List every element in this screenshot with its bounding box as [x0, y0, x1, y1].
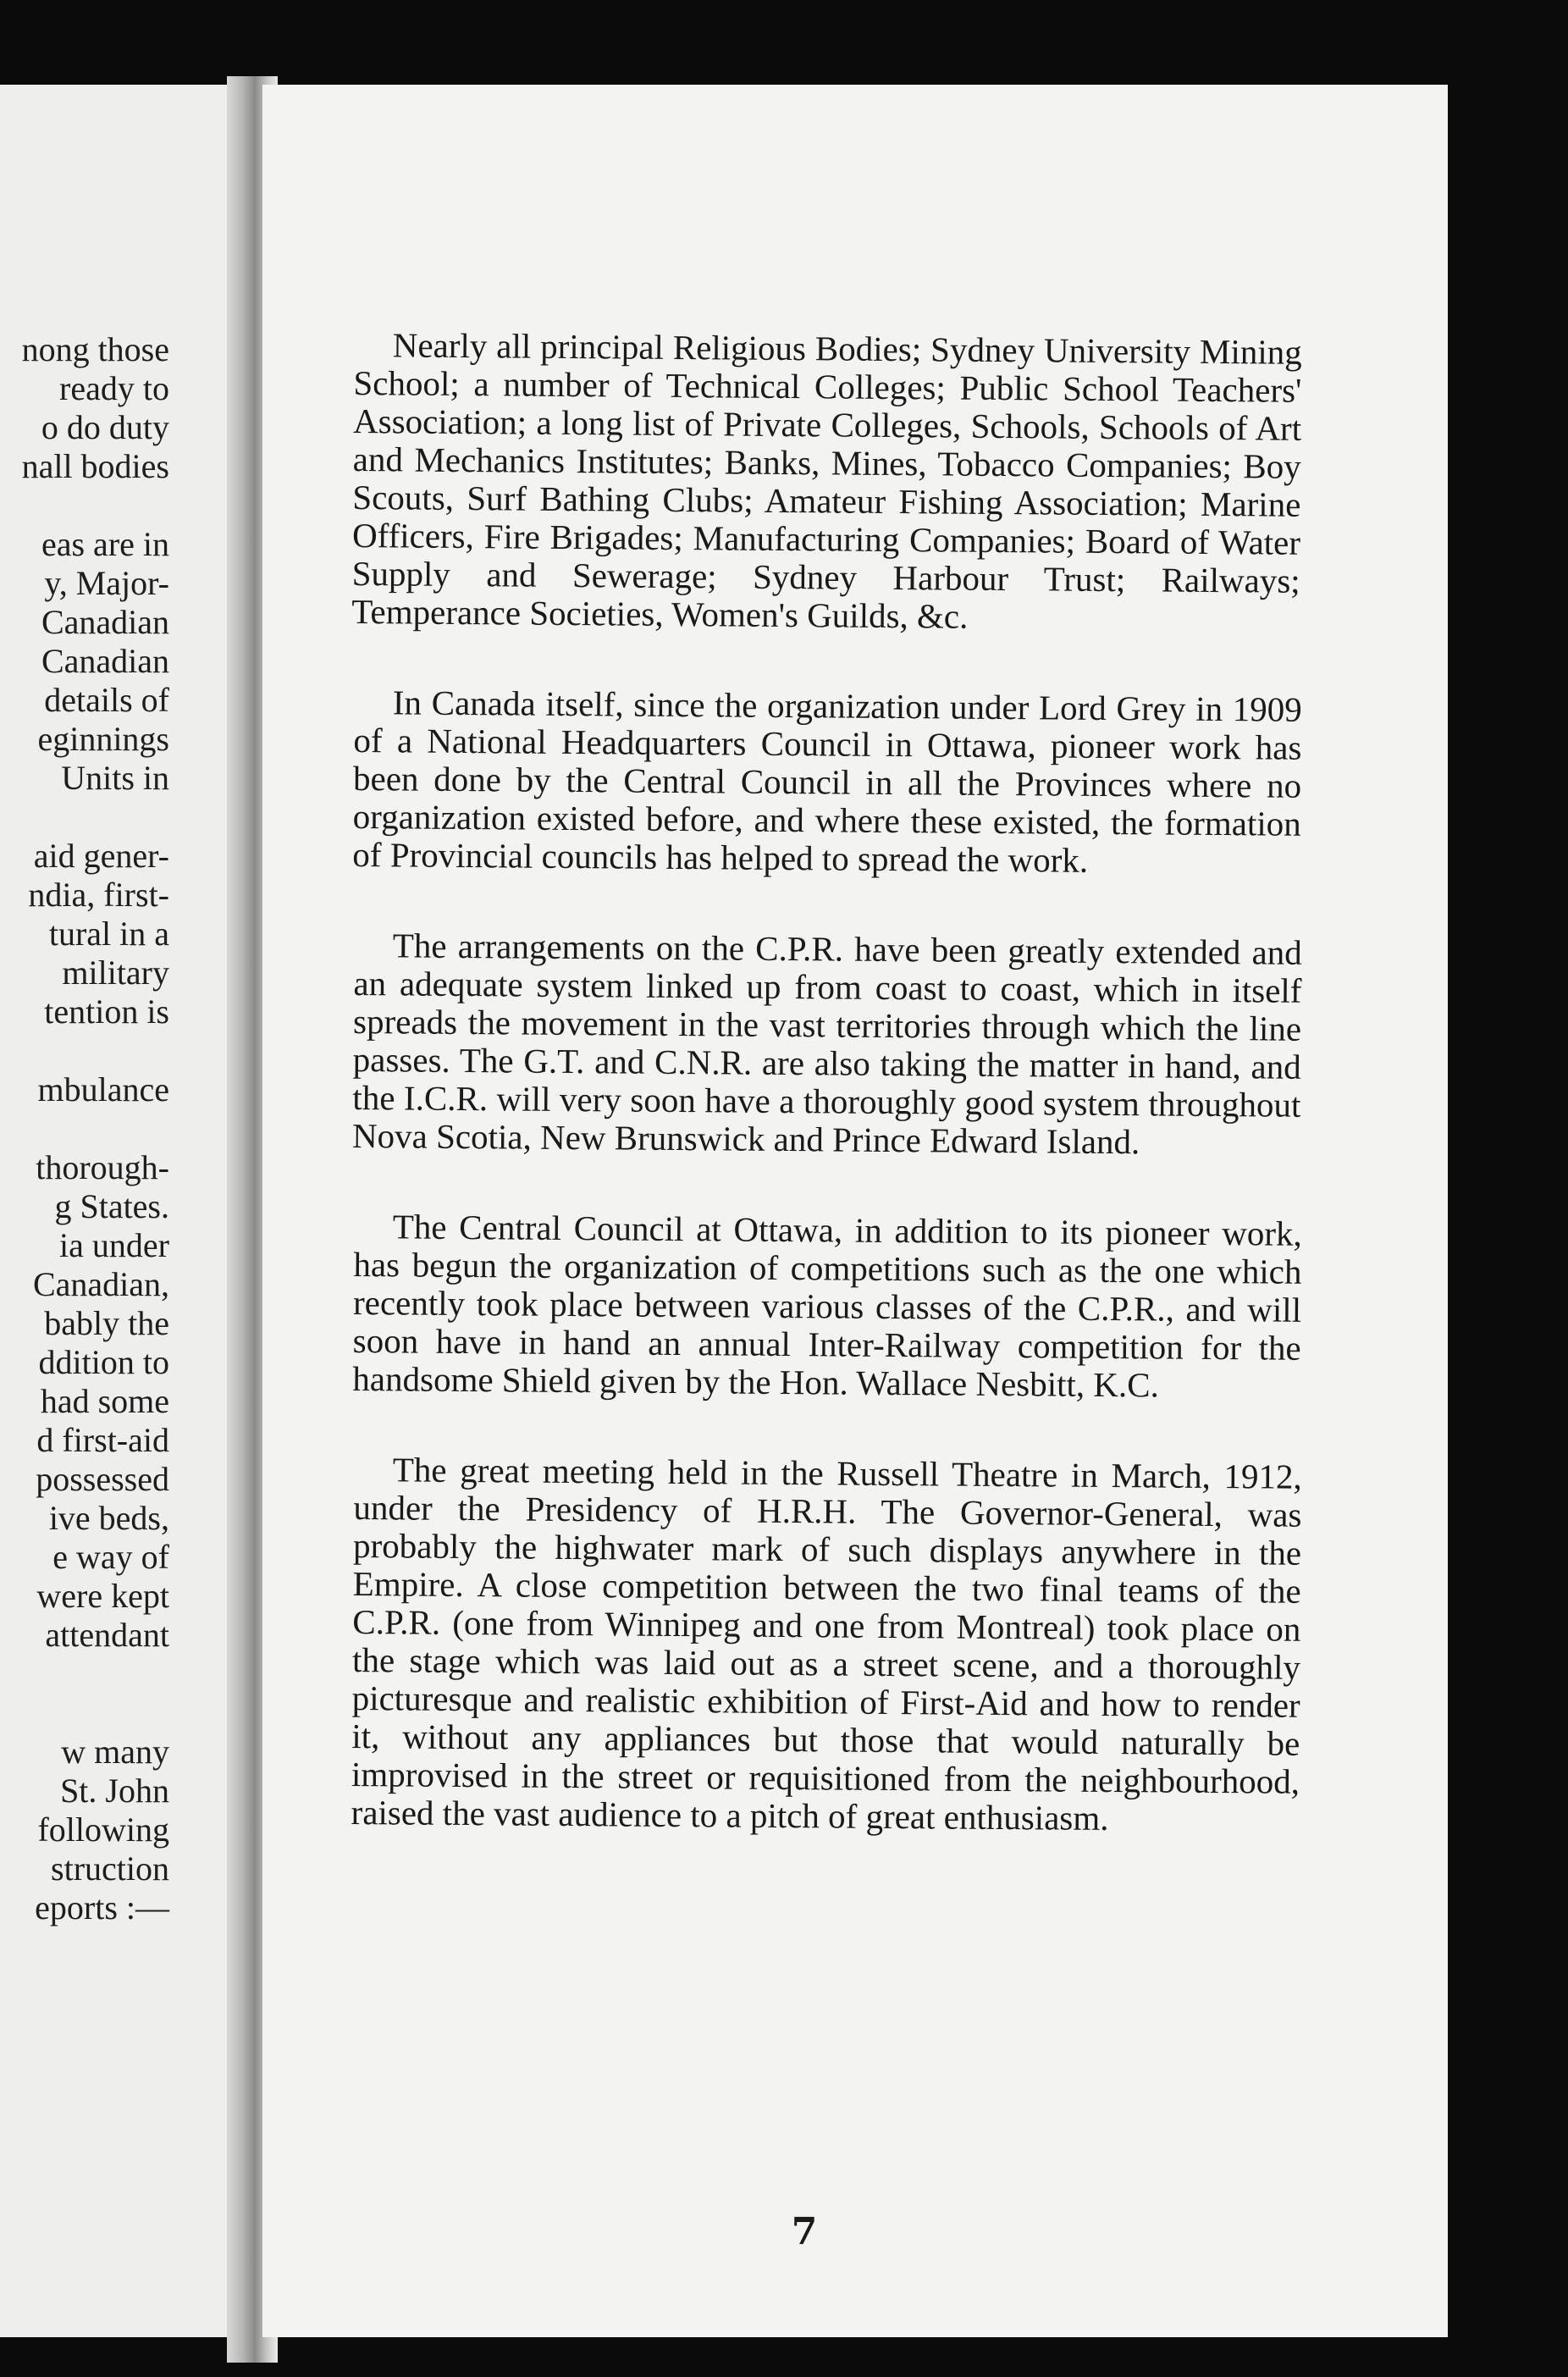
page-number: 7: [791, 2210, 818, 2253]
left-page-line: eports :—: [35, 1888, 169, 1926]
left-page-line: eginnings: [37, 720, 169, 758]
paragraph-religious-bodies: Nearly all principal Religious Bodies; Sydney University Mining School; a number of Technical Colleges; Public School Teachers' Association; a long list of Private Colleges, Schools, Schools of Art and Mechanics Institutes; Banks, Mines, Tobacco Companies; Boy Scouts, Surf Bathing Clubs; Amateur Fishing Association; Marine Officers, Fire Brigades; Manufacturing Companies; Board of Water Supply and Sewerage; Sydney Harbour Trust; Railways; Temperance Societies, Women's Guilds, &c.: [351, 325, 1302, 636]
left-page-line: ive beds,: [48, 1499, 169, 1537]
left-page-line: tural in a: [48, 915, 169, 953]
left-page-line: mbulance: [37, 1070, 169, 1108]
paragraph-canada-council: In Canada itself, since the organization under Lord Grey in 1909 of a National Headquarters Council in Ottawa, pioneer work has been done by the Central Council in all the Provinces where no organization existed before, and where these existed, the formation of Provincial councils has helped to spread the work.: [352, 683, 1302, 880]
left-page-line: tention is: [44, 992, 169, 1031]
left-page-line: nong those: [21, 330, 169, 368]
left-page-line: bably the: [44, 1304, 169, 1342]
left-page-line: possessed: [36, 1460, 169, 1498]
left-page-line: were kept: [36, 1577, 169, 1615]
left-page-line: thorough-: [36, 1148, 169, 1186]
left-page-line: Canadian,: [32, 1265, 169, 1303]
left-page-line: details of: [44, 681, 169, 719]
left-page-line: Units in: [61, 759, 169, 797]
left-page-line: struction: [51, 1849, 169, 1888]
left-page-line: nall bodies: [21, 447, 169, 485]
left-page-line: attendant: [45, 1616, 169, 1654]
left-page-line: e way of: [52, 1538, 169, 1576]
left-page-line: o do duty: [41, 408, 169, 446]
paragraph-russell-theatre-meeting: The great meeting held in the Russell Theatre in March, 1912, under the Presidency of H.R.H. The Governor-General, was probably the highwater mark of such displays anywhere in the Empire. A close competition between the two final teams of the C.P.R. (one from Winnipeg and one from Montreal) took place on the stage which was laid out as a street scene, and a thoroughly picturesque and realistic exhibition of First-Aid and how to render it, without any appliances but those that would naturally be improvised in the street or requisitioned from the neighbourhood, raised the vast audience to a pitch of great enthusiasm.: [351, 1450, 1302, 1838]
left-page-line: g States.: [54, 1187, 169, 1225]
paragraph-ottawa-competitions: The Central Council at Ottawa, in addition to its pioneer work, has begun the organization of competitions such as the one which recently took place between various classes of the C.P.R., and will soon have in hand an annual Inter-Railway competition for the handsome Shield given by the Hon. Wallace Nesbitt, K.C.: [352, 1207, 1302, 1405]
left-page-line: d first-aid: [36, 1421, 169, 1459]
left-page-line: aid gener-: [33, 837, 169, 875]
left-page-line: ready to: [59, 369, 169, 407]
left-page-line: ndia, first-: [28, 876, 169, 914]
left-page-line: following: [37, 1810, 169, 1849]
left-page-line: had some: [40, 1382, 169, 1420]
left-page-line: y, Major-: [44, 564, 169, 602]
left-page-line: eas are in: [41, 525, 169, 563]
left-page-line: Canadian: [41, 642, 169, 680]
left-page-line: ia under: [59, 1226, 169, 1264]
left-page-line: St. John: [60, 1772, 169, 1810]
left-page-line: ddition to: [38, 1343, 169, 1381]
right-page-text: [351, 325, 1302, 1884]
left-page: [0, 85, 254, 2337]
left-page-line: military: [62, 954, 169, 992]
paragraph-railway-arrangements: The arrangements on the C.P.R. have been greatly extended and an adequate system linked up from coast to coast, which in itself spreads the movement in the vast territories through which the line passes. The G.T. and C.N.R. are also taking the matter in hand, and the I.C.R. will very soon have a thoroughly good system throughout Nova Scotia, New Brunswick and Prince Edward Island.: [351, 926, 1302, 1162]
left-page-line: Canadian: [41, 603, 169, 641]
left-page-line: w many: [61, 1733, 169, 1771]
